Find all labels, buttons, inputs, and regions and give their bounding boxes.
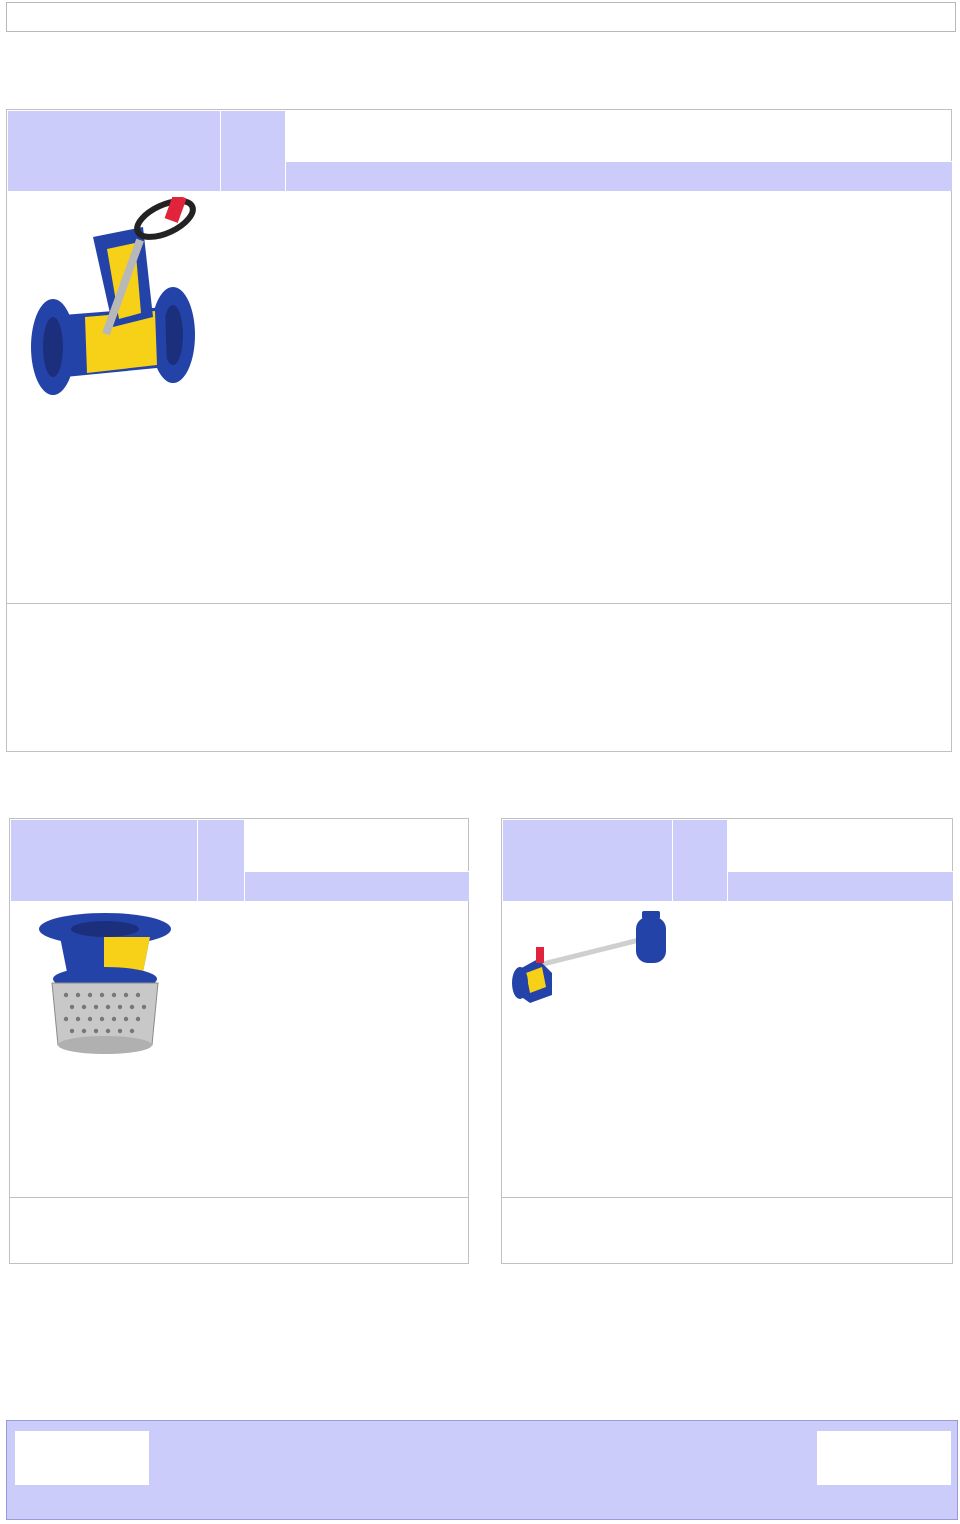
section2-corner	[10, 819, 197, 901]
section3-corner	[502, 819, 672, 901]
section1-dn-header	[220, 110, 285, 191]
section2-dn-header	[197, 819, 244, 901]
section3-frame	[501, 818, 953, 1264]
company-header	[6, 2, 956, 32]
float-valve-photo	[508, 911, 668, 1021]
instal-logo-right	[817, 1431, 951, 1485]
section1-prices-label	[285, 161, 952, 191]
section3-prices-label	[727, 871, 953, 901]
section1-frame	[6, 109, 952, 752]
instal-logo-left	[15, 1431, 149, 1485]
section1-image-cell	[7, 191, 220, 603]
section2-prices-label	[244, 871, 469, 901]
strainer-photo	[30, 907, 180, 1067]
section3-dn-header	[672, 819, 727, 901]
section2-frame	[9, 818, 469, 1264]
section2-image-cell	[10, 901, 197, 1197]
valve-photo	[15, 197, 215, 427]
footer	[6, 1420, 958, 1520]
section1-corner	[7, 110, 220, 191]
section3-image-cell	[502, 901, 672, 1197]
